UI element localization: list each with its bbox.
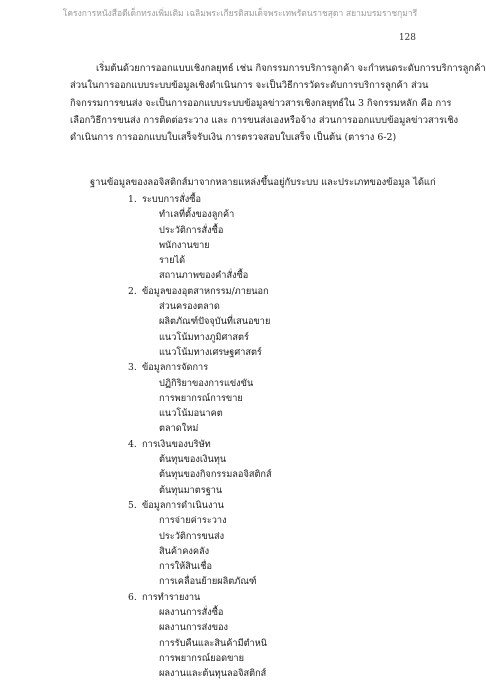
outline-item: การให้สินเชื่อ — [159, 561, 212, 573]
body-paragraph — [70, 60, 486, 146]
outline-section — [128, 590, 408, 605]
outline-item: ต้นทุนของเงินทุน — [159, 454, 227, 466]
outline-item: ส่วนครองตลาด — [159, 301, 220, 313]
outline-item: การรับคืนและสินค้ามีตำหนิ — [159, 637, 268, 649]
outline-item: ผลงานการสั่งซื้อ — [159, 607, 224, 619]
section-number: 6. — [128, 591, 137, 603]
section-title: การทำรายงาน — [142, 591, 201, 603]
paragraph-line: ส่วนในการออกแบบระบบข้อมูลเชิงดำเนินการ จะเป็นวิธีการวัดระดับการบริการลูกค้า ส่วน — [70, 80, 429, 92]
outline-item: ผลงานและต้นทุนลอจิสติกส์ — [159, 668, 267, 680]
outline-item: ต้นทุนมาตรฐาน — [159, 484, 223, 496]
outline-item: ทำเลที่ตั้งของลูกค้า — [159, 209, 235, 221]
paragraph-line: เลือกวิธีการขนส่ง การติดต่อระวาง และ การขนส่งเองหรือจ้าง ส่วนการออกแบบข้อมูลข่าวสารเชิง — [70, 114, 459, 126]
section-number: 2. — [128, 285, 137, 297]
outline-item: สถานภาพของคำสั่งซื้อ — [159, 270, 249, 282]
section-title: ข้อมูลการจัดการ — [142, 362, 209, 374]
outline-item: รายได้ — [159, 255, 186, 267]
database-outline — [128, 192, 408, 682]
section-title: ระบบการสั่งซื้อ — [142, 194, 202, 205]
outline-item: ต้นทุนของกิจกรรมลอจิสติกส์ — [159, 469, 272, 481]
lead-sentence: ฐานข้อมูลของลอจิสติกส์มาจากหลายแหล่งขึ้นอยู่กับระบบ และประเภทของข้อมูล ได้แก่ — [90, 177, 436, 188]
outline-section — [128, 498, 408, 513]
page-number: 128 — [398, 33, 416, 43]
outline-item: ผลิตภัณฑ์ปัจจุบันที่เสนอขาย — [159, 316, 271, 328]
outline-section — [128, 192, 408, 207]
section-number: 3. — [128, 362, 137, 374]
outline-item: ประวัติการสั่งซื้อ — [159, 224, 224, 236]
outline-item: แนวโน้มทางเศรษฐศาสตร์ — [159, 346, 262, 358]
outline-item: แนวโน้มทางภูมิศาสตร์ — [159, 331, 249, 343]
paragraph-line: กิจกรรมการขนส่ง จะเป็นการออกแบบระบบข้อมูลข่าวสารเชิงกลยุทธ์ใน 3 กิจกรรมหลัก คือ การ — [70, 97, 452, 109]
outline-item: ตลาดใหม่ — [159, 423, 199, 435]
outline-item: ผลงานการส่งของ — [159, 622, 228, 634]
outline-item: การจ่ายค่าระวาง — [159, 515, 227, 527]
outline-section — [128, 284, 408, 299]
outline-item: ประวัติการขนส่ง — [159, 530, 225, 542]
section-number: 4. — [128, 438, 137, 450]
outline-section — [128, 360, 408, 375]
outline-item: ปฏิกิริยาของการแข่งขัน — [159, 377, 254, 389]
section-number: 5. — [128, 499, 137, 511]
outline-item: การพยากรณ์การขาย — [159, 392, 243, 404]
section-title: การเงินของบริษัท — [142, 438, 211, 450]
outline-item: พนักงานขาย — [159, 239, 210, 251]
paragraph-line: เริ่มต้นด้วยการออกแบบเชิงกลยุทธ์ เช่น กิจกรรมการบริการลูกค้า จะกำหนดระดับการบริการลูกค้า — [96, 63, 486, 74]
section-title: ข้อมูลการดำเนินงาน — [142, 499, 224, 511]
outline-item: แนวโน้มอนาคต — [159, 408, 223, 420]
running-header: โครงการหนังสือดีเด็กทรงเพิ่มเติม เฉลิมพระเกียรติสมเด็จพระเทพรัตนราชสุดา สยามบรมราชกุมารี — [62, 9, 418, 19]
paragraph-line: ดำเนินการ การออกแบบใบเสร็จรับเงิน การตรวจสอบใบเสร็จ เป็นต้น (ตาราง 6-2) — [70, 132, 397, 144]
outline-item: การเคลื่อนย้ายผลิตภัณฑ์ — [159, 576, 257, 588]
outline-section — [128, 437, 408, 452]
outline-item: สินค้าคงคลัง — [159, 545, 210, 557]
outline-item: การพยากรณ์ยอดขาย — [159, 652, 244, 664]
section-title: ข้อมูลของอุตสาหกรรม/ภายนอก — [142, 285, 269, 297]
section-number: 1. — [128, 194, 137, 205]
